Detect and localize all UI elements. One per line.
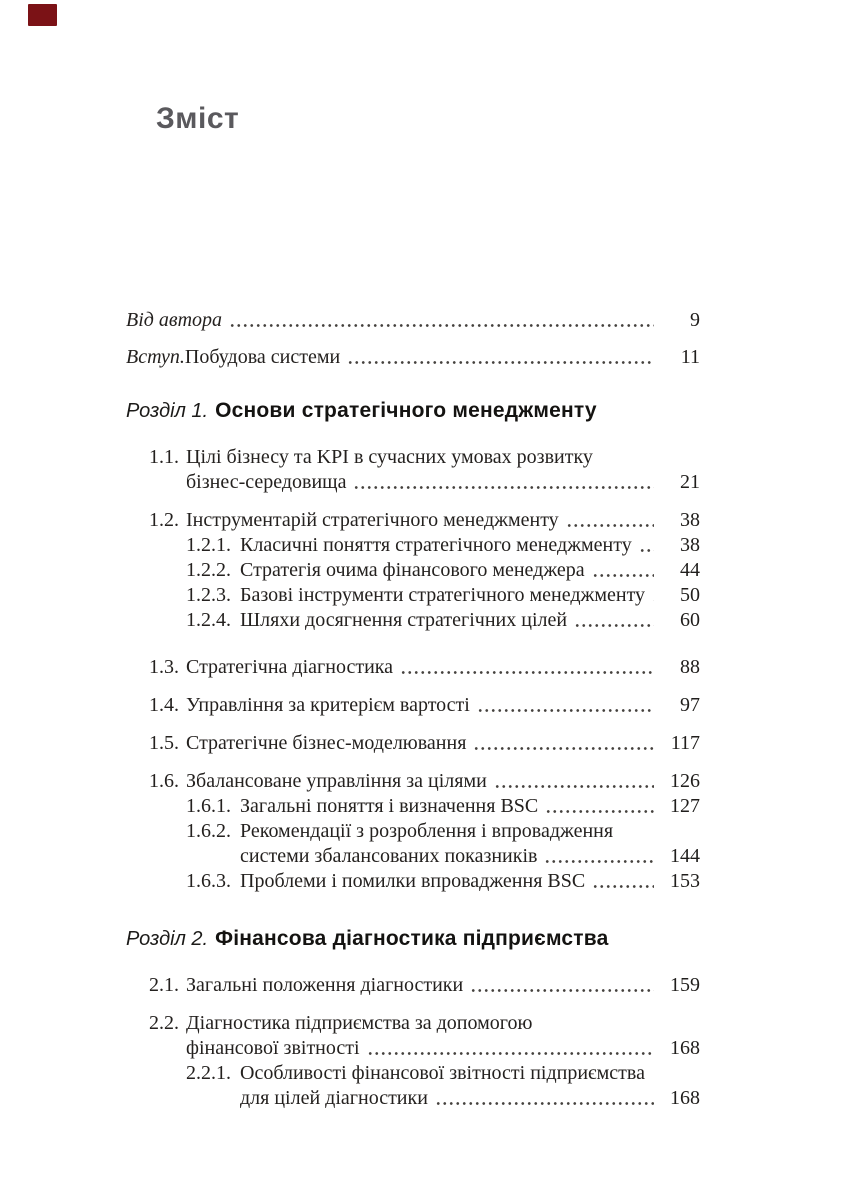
entry-text: фінансової звітності: [186, 1037, 360, 1059]
entry-body: [186, 693, 700, 718]
page-number: 117: [670, 732, 700, 754]
page-number: 9: [690, 309, 700, 331]
chapter-number: Розділ 1.: [126, 400, 209, 422]
entry-number: 2.2.: [149, 1012, 179, 1034]
entry-label-italic: Від автора: [126, 309, 223, 331]
dot-leader: [494, 783, 654, 790]
page-number: 97: [680, 694, 700, 716]
dot-leader: [473, 745, 654, 752]
dot-leader: [229, 322, 654, 329]
entry-text: Цілі бізнесу та KPI в сучасних умовах розвитку: [186, 446, 593, 468]
entry-body: [240, 869, 700, 894]
entry-text: для цілей діагностики: [240, 1087, 428, 1109]
toc-entry-line: [186, 769, 700, 794]
entry-number: 1.2.1.: [186, 534, 231, 556]
toc-list: [126, 308, 700, 1111]
page-number: 11: [680, 346, 700, 368]
toc-entry-line: [240, 794, 700, 819]
entry-number: 1.6.2.: [186, 820, 231, 842]
dot-leader: [592, 572, 654, 579]
entry-body: [240, 558, 700, 583]
entry-text: Управління за критерієм вартості: [186, 694, 470, 716]
entry-body: [240, 819, 700, 869]
toc-entry: [126, 445, 700, 495]
entry-number: 1.6.: [149, 770, 179, 792]
dot-leader: [353, 484, 654, 491]
page-number: 153: [670, 870, 700, 892]
entry-number: 1.6.3.: [186, 870, 231, 892]
entry-body: [186, 508, 700, 533]
entry-number: 2.1.: [149, 974, 179, 996]
page-number: 88: [680, 656, 700, 678]
entry-body: [240, 608, 700, 633]
page-number: 144: [670, 845, 700, 867]
entry-number: 1.5.: [149, 732, 179, 754]
dot-leader: [574, 622, 654, 629]
toc-entry: [126, 508, 700, 533]
entry-number: 1.2.: [149, 509, 179, 531]
entry-text: Стратегія очима фінансового менеджера: [240, 559, 585, 581]
page-title: Зміст: [156, 102, 240, 135]
entry-number: 1.2.2.: [186, 559, 231, 581]
entry-text: Загальні положення діагностики: [186, 974, 464, 996]
entry-text: бізнес-середовища: [186, 471, 347, 493]
entry-body: [186, 445, 700, 495]
dot-leader: [477, 707, 654, 714]
entry-text: Шляхи досягнення стратегічних цілей: [240, 609, 568, 631]
toc-entry-line: [240, 844, 700, 869]
chapter-title: Фінансова діагностика підприємства: [215, 927, 609, 950]
entry-body: [240, 794, 700, 819]
toc-entry: [126, 693, 700, 718]
entry-text: Загальні поняття і визначення BSC: [240, 795, 539, 817]
toc-entry-line: [186, 508, 700, 533]
toc-entry-line: [126, 345, 700, 370]
entry-body: [186, 973, 700, 998]
toc-entry: [126, 583, 700, 608]
entry-number: 1.4.: [149, 694, 179, 716]
toc-entry: [126, 345, 700, 370]
entry-text: Рекомендації з розроблення і впровадження: [240, 820, 614, 842]
page-number: 168: [670, 1087, 700, 1109]
entry-text: Проблеми і помилки впровадження BSC: [240, 870, 586, 892]
entry-number: 1.3.: [149, 656, 179, 678]
chapter-thumb-tab: [28, 4, 57, 26]
page-number: 50: [680, 584, 700, 606]
dot-leader: [470, 987, 654, 994]
dot-leader: [400, 669, 654, 676]
page-number: 159: [670, 974, 700, 996]
chapter-title: Основи стратегічного менеджменту: [215, 399, 597, 422]
toc-entry: [126, 608, 700, 633]
entry-text: Стратегічна діагностика: [186, 656, 394, 678]
toc-entry: [126, 655, 700, 680]
dot-leader: [347, 359, 654, 366]
toc-entry: [126, 819, 700, 869]
entry-text: Інструментарій стратегічного менеджменту: [186, 509, 559, 531]
toc-entry-line: [240, 1061, 700, 1086]
page-number: 126: [670, 770, 700, 792]
dot-leader: [367, 1050, 654, 1057]
entry-body: [186, 731, 700, 756]
toc-entry: [126, 308, 700, 333]
toc-entry-line: [186, 445, 700, 470]
toc-entry-line: [240, 608, 700, 633]
toc-entry-line: [240, 819, 700, 844]
toc-entry-line: [240, 869, 700, 894]
toc-entry-line: [186, 470, 700, 495]
page-number: 38: [680, 509, 700, 531]
entry-number: 1.2.4.: [186, 609, 231, 631]
toc-entry-line: [240, 558, 700, 583]
entry-body: [240, 533, 700, 558]
dot-leader: [435, 1100, 654, 1107]
page-number: 44: [680, 559, 700, 581]
toc-chapter-heading: [126, 397, 700, 425]
page-number: 21: [680, 471, 700, 493]
entry-number: 2.2.1.: [186, 1062, 231, 1084]
toc-entry: [126, 869, 700, 894]
entry-text: Збалансоване управління за цілями: [186, 770, 487, 792]
dot-leader: [592, 883, 654, 890]
toc-entry: [126, 769, 700, 794]
toc-chapter-heading: [126, 925, 700, 953]
entry-text: Класичні поняття стратегічного менеджменту: [240, 534, 632, 556]
toc-entry-line: [186, 693, 700, 718]
toc-entry-line: [186, 1036, 700, 1061]
toc-entry: [126, 1011, 700, 1061]
page-number: 60: [680, 609, 700, 631]
toc-entry: [126, 558, 700, 583]
page-number: 127: [670, 795, 700, 817]
dot-leader: [652, 597, 654, 604]
entry-label-italic: Вступ.: [126, 346, 185, 368]
toc-entry-line: [240, 1086, 700, 1111]
entry-number: 1.1.: [149, 446, 179, 468]
entry-text: Особливості фінансової звітності підприємства: [240, 1062, 645, 1084]
toc-entry-line: [126, 308, 700, 333]
toc-entry: [126, 794, 700, 819]
toc-entry-line: [186, 655, 700, 680]
entry-number: 1.6.1.: [186, 795, 231, 817]
entry-text: Базові інструменти стратегічного менеджменту: [240, 584, 646, 606]
toc-entry: [126, 731, 700, 756]
dot-leader: [566, 522, 654, 529]
dot-leader: [545, 808, 654, 815]
toc-entry-line: [186, 731, 700, 756]
toc-entry-line: [186, 973, 700, 998]
page-number: 168: [670, 1037, 700, 1059]
entry-label: Побудова системи: [184, 346, 341, 368]
toc-entry-line: [240, 533, 700, 558]
dot-leader: [544, 858, 654, 865]
toc-entry: [126, 973, 700, 998]
dot-leader: [639, 547, 654, 554]
entry-body: [186, 769, 700, 794]
entry-text: системи збалансованих показників: [240, 845, 538, 867]
toc-entry: [126, 533, 700, 558]
toc-entry-line: [186, 1011, 700, 1036]
toc-entry: [126, 1061, 700, 1111]
entry-body: [240, 583, 700, 608]
entry-number: 1.2.3.: [186, 584, 231, 606]
entry-body: [186, 655, 700, 680]
page-number: 38: [680, 534, 700, 556]
chapter-number: Розділ 2.: [126, 928, 209, 950]
toc-entry-line: [240, 583, 700, 608]
entry-text: Стратегічне бізнес-моделювання: [186, 732, 467, 754]
entry-text: Діагностика підприємства за допомогою: [186, 1012, 533, 1034]
entry-body: [186, 1011, 700, 1061]
entry-body: [240, 1061, 700, 1111]
